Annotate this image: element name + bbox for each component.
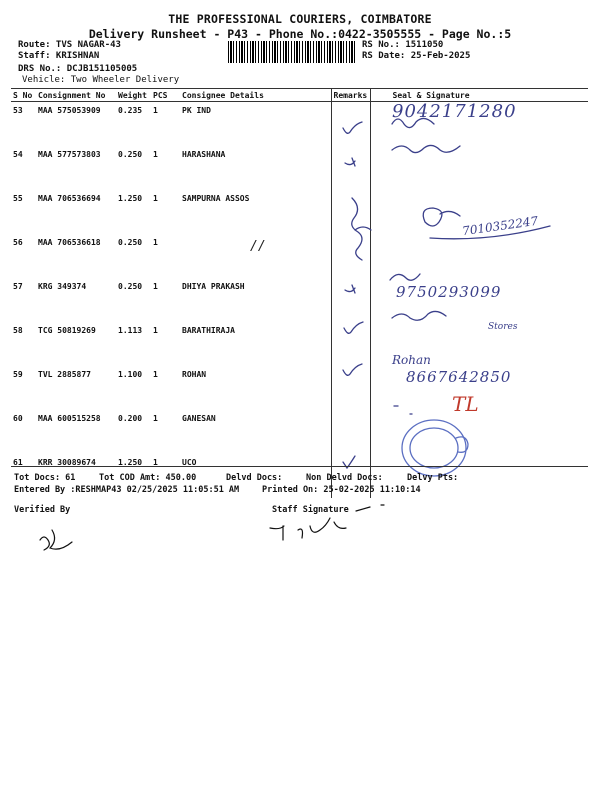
col-header-remarks: Remarks: [331, 89, 370, 102]
cell-weight: 0.250: [118, 238, 143, 247]
cell-consignee: SAMPURNA ASSOS: [182, 194, 250, 203]
col-header-sno: S No: [11, 89, 36, 102]
cell-consignment: TVL 2885877: [38, 370, 91, 379]
delvy-pts: Delvy Pts:: [407, 473, 459, 483]
signature-scribble: [423, 208, 460, 226]
cell-consignment: MAA 577573803: [38, 150, 101, 159]
printed-on: Printed On: 25-02-2025 11:10:14: [262, 485, 421, 495]
tick-mark: [345, 285, 355, 293]
col-header-signature: Seal & Signature: [370, 89, 588, 102]
cell-consignment: MAA 706536618: [38, 238, 101, 247]
cell-weight: 1.113: [118, 326, 143, 335]
verified-by-label: Verified By: [14, 505, 71, 515]
cell-weight: 1.250: [118, 194, 143, 203]
cell-pcs: 1: [153, 106, 158, 115]
cell-sno: 60: [13, 414, 23, 423]
tick-mark: [345, 158, 355, 166]
cell-pcs: 1: [153, 326, 158, 335]
col-header-consignee: Consignee Details: [180, 89, 331, 102]
cell-consignment: MAA 600515258: [38, 414, 101, 423]
cell-pcs: 1: [153, 150, 158, 159]
route-label: Route: TVS NAGAR-43: [18, 40, 121, 50]
cell-consignee: BARATHIRAJA: [182, 326, 235, 335]
cell-sno: 58: [13, 326, 23, 335]
cell-consignment: MAA 706536694: [38, 194, 101, 203]
rs-number: RS No.: 1511050: [362, 40, 444, 50]
rs-date: RS Date: 25-Feb-2025: [362, 51, 471, 61]
cell-pcs: 1: [153, 282, 158, 291]
cell-consignee: ROHAN: [182, 370, 207, 379]
cell-weight: 0.250: [118, 282, 143, 291]
cell-consignee: PK IND: [182, 106, 211, 115]
company-title: THE PROFESSIONAL COURIERS, COIMBATORE: [168, 12, 432, 26]
staff-label: Staff: KRISHNAN: [18, 51, 100, 61]
cell-pcs: 1: [153, 370, 158, 379]
cell-sno: 59: [13, 370, 23, 379]
col-header-weight: Weight: [116, 89, 151, 102]
signature-scribble: [390, 274, 420, 280]
entered-by: Entered By :RESHMAP43 02/25/2025 11:05:51 AM: [14, 485, 240, 495]
cell-pcs: 1: [153, 414, 158, 423]
cell-sno: 57: [13, 282, 23, 291]
non-delvd-docs: Non Delvd Docs:: [306, 473, 383, 483]
handwritten-note-58: Stores: [488, 322, 518, 332]
cell-consignee: HARASHANA: [182, 150, 226, 159]
cell-sno: 55: [13, 194, 23, 203]
signature-scribble: [392, 311, 446, 320]
handwritten-phone-53: 9042171280: [392, 101, 517, 122]
staff-signature-label: Staff Signature: [272, 505, 349, 515]
col-header-consignment: Consignment No: [36, 89, 116, 102]
col-header-pcs: PCS: [151, 89, 180, 102]
cell-sno: 56: [13, 238, 23, 247]
handwritten-mark-60: TL: [452, 392, 479, 416]
delvd-docs: Delvd Docs:: [226, 473, 283, 483]
signature-scribble: [355, 227, 371, 230]
tick-mark: [343, 364, 362, 375]
cell-consignment: KRG 349374: [38, 282, 87, 291]
cell-consignee: DHIYA PRAKASH: [182, 282, 245, 291]
table-bottom-rule: [11, 466, 588, 467]
cell-weight: 0.250: [118, 150, 143, 159]
handwritten-mark-56: //: [250, 239, 266, 254]
handwritten-phone-55: 7010352247: [461, 213, 539, 239]
cell-consignee: GANESAN: [182, 414, 216, 423]
cell-pcs: 1: [153, 458, 158, 467]
handwritten-phone-57: 9750293099: [396, 283, 502, 301]
cell-weight: 0.235: [118, 106, 143, 115]
tick-mark: [343, 122, 362, 133]
staff-signature-scribble: [270, 518, 346, 540]
drs-number: DRS No.: DCJB151105005: [18, 64, 138, 74]
cell-sno: 54: [13, 150, 23, 159]
cell-weight: 0.200: [118, 414, 143, 423]
cell-pcs: 1: [153, 194, 158, 203]
cell-consignment: TCG 50819269: [38, 326, 96, 335]
cell-weight: 1.250: [118, 458, 143, 467]
handwritten-phone-59: 8667642850: [406, 368, 512, 386]
tick-mark: [344, 322, 363, 333]
handwritten-name-59: Rohan: [392, 353, 431, 367]
vehicle-label: Vehicle: Two Wheeler Delivery: [22, 75, 180, 85]
cell-consignee: UCO: [182, 458, 197, 467]
stamp-ring: [410, 428, 458, 468]
cell-sno: 61: [13, 458, 23, 467]
cell-pcs: 1: [153, 238, 158, 247]
tot-cod-amt: Tot COD Amt: 450.00: [99, 473, 197, 483]
cell-consignment: KRR 30089674: [38, 458, 96, 467]
verified-signature-scribble: [40, 530, 72, 550]
signature-scribble: [392, 145, 460, 152]
cell-consignment: MAA 575053909: [38, 106, 101, 115]
tot-docs: Tot Docs: 61: [14, 473, 76, 483]
cell-weight: 1.100: [118, 370, 143, 379]
signature-dash: [356, 505, 384, 511]
cell-sno: 53: [13, 106, 23, 115]
runsheet-subtitle: Delivery Runsheet - P43 - Phone No.:0422-3505555 - Page No.:5: [88, 27, 512, 41]
